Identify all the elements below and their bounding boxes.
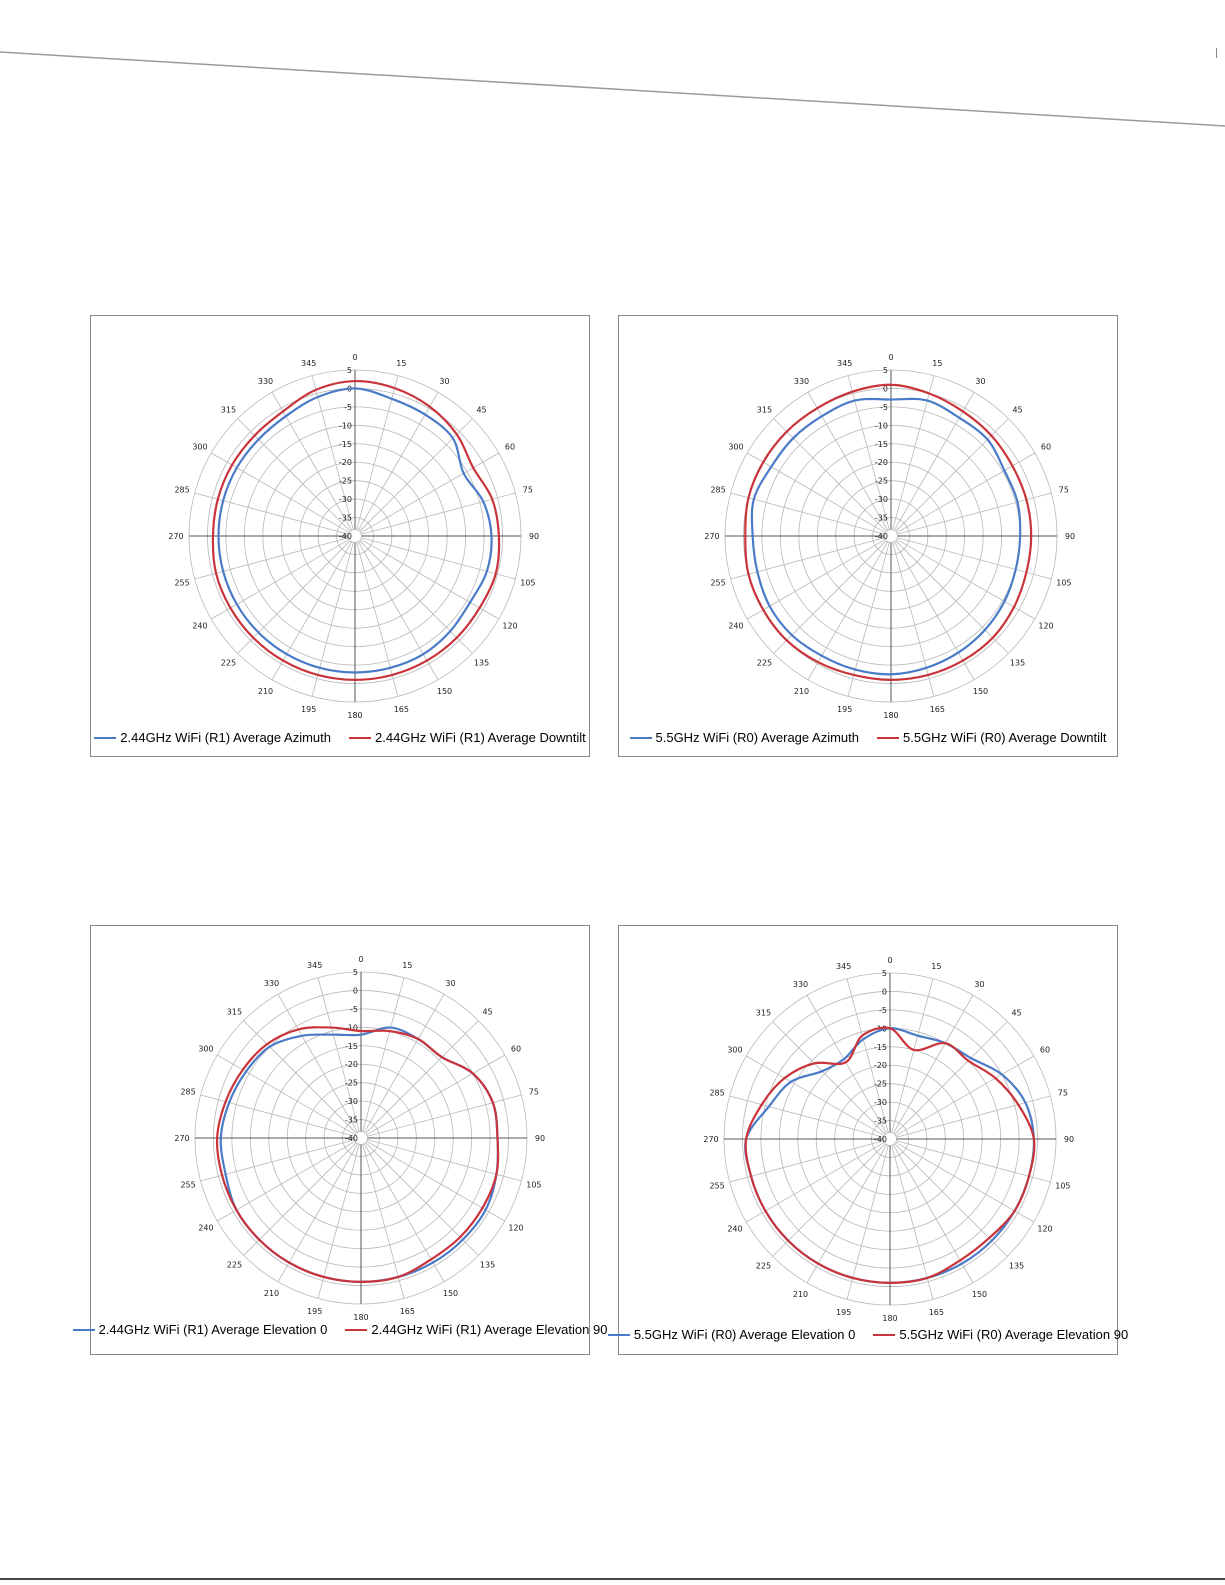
angle-tick-label: 165 — [929, 704, 945, 714]
angle-tick-label: 150 — [971, 1290, 988, 1300]
angle-tick-label: 75 — [522, 485, 533, 495]
angle-tick-label: 270 — [703, 1135, 719, 1144]
angle-tick-label: 225 — [220, 658, 237, 668]
angle-tick-label: 330 — [263, 978, 280, 988]
angle-tick-label: 210 — [257, 687, 274, 697]
grid-spoke — [217, 1055, 355, 1135]
grid-spoke — [272, 542, 352, 680]
angle-tick-label: 120 — [1038, 621, 1054, 631]
radial-tick-label: -5 — [350, 1004, 358, 1014]
angle-tick-label: 45 — [1011, 1008, 1022, 1018]
radial-tick-label: -10 — [338, 421, 352, 431]
legend-label: 2.44GHz WiFi (R1) Average Azimuth — [120, 730, 331, 745]
angle-tick-label: 180 — [353, 1313, 369, 1322]
legend-label: 5.5GHz WiFi (R0) Average Elevation 90 — [899, 1327, 1129, 1342]
legend-item-elevation-90 — [345, 1322, 607, 1337]
angle-tick-label: 180 — [882, 1314, 898, 1323]
angle-tick-label: 345 — [301, 359, 317, 369]
series-line-red — [745, 385, 1031, 680]
grid-spoke — [244, 1021, 357, 1134]
angle-tick-label: 135 — [479, 1260, 496, 1270]
angle-tick-label: 195 — [836, 1307, 852, 1317]
grid-spoke — [217, 1141, 355, 1221]
angle-tick-label: 300 — [198, 1044, 214, 1054]
angle-tick-label: 30 — [439, 376, 450, 386]
angle-tick-label: 60 — [1039, 1045, 1051, 1055]
angle-tick-label: 300 — [728, 442, 744, 452]
chart-legend — [619, 730, 1117, 745]
radial-tick-label: -40 — [874, 532, 888, 541]
grid-spoke — [366, 1143, 479, 1256]
angle-tick-label: 30 — [445, 978, 456, 988]
grid-spoke — [358, 392, 438, 530]
angle-tick-label: 210 — [793, 687, 810, 697]
angle-tick-label: 225 — [756, 658, 773, 668]
radial-tick-label: 5 — [881, 969, 887, 978]
angle-tick-label: 195 — [307, 1306, 323, 1316]
chart-legend — [91, 730, 589, 745]
radial-tick-label: -25 — [338, 476, 352, 486]
angle-tick-label: 300 — [192, 442, 208, 452]
radial-tick-label: -30 — [344, 1097, 358, 1107]
legend-item-azimuth — [94, 730, 331, 745]
legend-item-azimuth — [630, 730, 860, 745]
angle-tick-label: 15 — [396, 359, 407, 369]
legend-swatch-red — [873, 1334, 895, 1336]
legend-item-downtilt — [349, 730, 586, 745]
angle-tick-label: 165 — [928, 1307, 944, 1317]
grid-spoke — [211, 539, 349, 619]
polar-chart-2-44ghz-elevation — [91, 926, 591, 1356]
angle-tick-label: 180 — [347, 711, 363, 720]
angle-tick-label: 105 — [526, 1180, 542, 1190]
radial-tick-label: -25 — [344, 1078, 358, 1088]
radial-tick-label: -25 — [874, 476, 888, 486]
legend-label: 2.44GHz WiFi (R1) Average Downtilt — [375, 730, 586, 745]
angle-tick-label: 105 — [1055, 1181, 1071, 1191]
angle-tick-label: 30 — [975, 376, 986, 386]
legend-label: 5.5GHz WiFi (R0) Average Elevation 0 — [633, 1327, 856, 1342]
angle-tick-label: 255 — [710, 578, 726, 588]
radial-tick-label: -15 — [344, 1041, 358, 1051]
angle-tick-label: 90 — [534, 1134, 546, 1143]
radial-tick-label: -10 — [344, 1023, 358, 1033]
radial-tick-label: -5 — [344, 402, 352, 412]
angle-tick-label: 285 — [180, 1087, 196, 1097]
grid-spoke — [238, 541, 351, 654]
legend-label: 5.5GHz WiFi (R0) Average Azimuth — [655, 730, 859, 745]
grid-spoke — [773, 1144, 886, 1257]
legend-swatch-blue — [73, 1329, 95, 1331]
radial-tick-label: -5 — [880, 402, 888, 412]
legend-swatch-red — [349, 737, 371, 739]
chart-panel-5-5ghz-elevation — [618, 925, 1129, 1355]
angle-tick-label: 300 — [727, 1045, 743, 1055]
grid-spoke — [364, 1144, 444, 1282]
radial-tick-label: 0 — [881, 987, 887, 997]
angle-tick-label: 150 — [436, 687, 453, 697]
radial-tick-label: -20 — [338, 458, 352, 468]
radial-tick-label: -30 — [874, 495, 888, 505]
chart-legend — [619, 1327, 1129, 1342]
angle-tick-label: 120 — [502, 621, 518, 631]
legend-swatch-blue — [608, 1334, 630, 1336]
angle-tick-label: 240 — [198, 1223, 214, 1233]
grid-spoke — [746, 1142, 884, 1222]
angle-tick-label: 105 — [1056, 578, 1072, 588]
angle-tick-label: 345 — [307, 961, 323, 971]
angle-tick-label: 90 — [1064, 532, 1076, 541]
grid-spoke — [895, 1022, 1008, 1135]
angle-tick-label: 30 — [974, 979, 985, 989]
angle-tick-label: 0 — [887, 956, 893, 965]
legend-swatch-red — [345, 1329, 367, 1331]
angle-tick-label: 270 — [168, 532, 184, 541]
grid-spoke — [366, 1021, 479, 1134]
angle-tick-label: 315 — [220, 405, 237, 415]
angle-tick-label: 255 — [709, 1181, 725, 1191]
page-corner-mark — [1210, 48, 1217, 58]
angle-tick-label: 0 — [358, 955, 364, 964]
grid-spoke — [367, 1055, 505, 1135]
grid-spoke — [361, 539, 499, 619]
legend-swatch-red — [877, 737, 899, 739]
angle-tick-label: 60 — [504, 442, 516, 452]
grid-spoke — [896, 1142, 1034, 1222]
angle-tick-label: 75 — [528, 1087, 539, 1097]
radial-tick-label: -15 — [873, 1042, 887, 1052]
angle-tick-label: 90 — [1063, 1135, 1075, 1144]
radial-tick-label: -35 — [344, 1115, 358, 1125]
radial-tick-label: -25 — [873, 1079, 887, 1089]
angle-tick-label: 195 — [301, 704, 317, 714]
grid-spoke — [747, 453, 885, 533]
grid-spoke — [360, 541, 473, 654]
angle-tick-label: 105 — [520, 578, 536, 588]
polar-grid — [174, 955, 545, 1322]
grid-spoke — [360, 419, 473, 532]
radial-tick-label: 0 — [346, 384, 352, 394]
chart-panel-2-44ghz-azimuth-downtilt — [90, 315, 590, 757]
angle-tick-label: 240 — [727, 1224, 743, 1234]
radial-tick-label: -35 — [874, 513, 888, 523]
angle-tick-label: 135 — [1009, 658, 1026, 668]
angle-tick-label: 240 — [192, 621, 208, 631]
angle-tick-label: 165 — [393, 704, 409, 714]
radial-tick-label: 0 — [882, 384, 888, 394]
radial-tick-label: -5 — [879, 1005, 887, 1015]
grid-spoke — [773, 1022, 886, 1135]
angle-tick-label: 75 — [1057, 1088, 1068, 1098]
radial-tick-label: 0 — [352, 986, 358, 996]
legend-swatch-blue — [630, 737, 652, 739]
radial-tick-label: 5 — [882, 366, 888, 375]
angle-tick-label: 255 — [180, 1180, 196, 1190]
angle-tick-label: 240 — [728, 621, 744, 631]
angle-tick-label: 345 — [837, 359, 853, 369]
angle-tick-label: 285 — [174, 485, 190, 495]
angle-tick-label: 180 — [883, 711, 899, 720]
chart-legend — [91, 1322, 608, 1337]
radial-tick-label: -35 — [873, 1116, 887, 1126]
legend-item-elevation-0 — [73, 1322, 328, 1337]
grid-spoke — [807, 1145, 887, 1283]
angle-tick-label: 135 — [473, 658, 490, 668]
angle-tick-label: 195 — [837, 704, 853, 714]
radial-tick-label: -20 — [874, 458, 888, 468]
radial-tick-label: -30 — [873, 1098, 887, 1108]
grid-spoke — [278, 1144, 358, 1282]
chart-panel-2-44ghz-elevation — [90, 925, 608, 1355]
angle-tick-label: 150 — [442, 1289, 459, 1299]
angle-tick-label: 225 — [226, 1260, 243, 1270]
angle-tick-label: 330 — [793, 376, 810, 386]
angle-tick-label: 270 — [174, 1134, 190, 1143]
angle-tick-label: 60 — [1040, 442, 1052, 452]
angle-tick-label: 345 — [836, 962, 852, 972]
legend-label: 2.44GHz WiFi (R1) Average Elevation 90 — [371, 1322, 608, 1337]
angle-tick-label: 90 — [528, 532, 540, 541]
polar-chart-5-5ghz-azimuth-downtilt — [619, 316, 1119, 758]
grid-spoke — [895, 1144, 1008, 1257]
angle-tick-label: 255 — [174, 578, 190, 588]
grid-spoke — [894, 542, 974, 680]
header-divider-line — [0, 0, 1225, 140]
radial-tick-label: -15 — [338, 439, 352, 449]
grid-spoke — [894, 392, 974, 530]
angle-tick-label: 150 — [972, 687, 989, 697]
angle-tick-label: 330 — [792, 979, 809, 989]
radial-tick-label: -40 — [338, 532, 352, 541]
grid-spoke — [893, 995, 973, 1133]
angle-tick-label: 0 — [888, 353, 894, 362]
grid-spoke — [364, 994, 444, 1132]
radial-tick-label: -40 — [873, 1135, 887, 1144]
grid-spoke — [774, 541, 887, 654]
legend-label: 5.5GHz WiFi (R0) Average Downtilt — [903, 730, 1107, 745]
angle-tick-label: 210 — [792, 1290, 809, 1300]
radial-tick-label: -10 — [873, 1024, 887, 1034]
angle-tick-label: 45 — [1012, 405, 1023, 415]
grid-spoke — [747, 539, 885, 619]
angle-tick-label: 120 — [1037, 1224, 1053, 1234]
angle-tick-label: 75 — [1058, 485, 1069, 495]
radial-tick-label: 5 — [352, 968, 358, 977]
legend-swatch-blue — [94, 737, 116, 739]
radial-tick-label: -20 — [873, 1061, 887, 1071]
angle-tick-label: 330 — [257, 376, 274, 386]
polar-chart-2-44ghz-azimuth-downtilt — [91, 316, 591, 758]
grid-spoke — [774, 419, 887, 532]
angle-tick-label: 45 — [476, 405, 487, 415]
angle-tick-label: 225 — [755, 1261, 772, 1271]
chart-panel-5-5ghz-azimuth-downtilt — [618, 315, 1118, 757]
angle-tick-label: 285 — [709, 1088, 725, 1098]
legend-item-elevation-90 — [873, 1327, 1128, 1342]
polar-grid — [703, 956, 1074, 1323]
angle-tick-label: 135 — [1008, 1261, 1025, 1271]
polar-grid — [168, 353, 539, 720]
grid-spoke — [893, 1145, 973, 1283]
grid-spoke — [808, 542, 888, 680]
angle-tick-label: 270 — [704, 532, 720, 541]
footer-divider-line — [0, 1578, 1225, 1580]
angle-tick-label: 0 — [352, 353, 358, 362]
grid-spoke — [367, 1141, 505, 1221]
radial-tick-label: -15 — [874, 439, 888, 449]
grid-spoke — [358, 542, 438, 680]
legend-item-elevation-0 — [608, 1327, 856, 1342]
radial-tick-label: -40 — [344, 1134, 358, 1143]
angle-tick-label: 60 — [510, 1044, 522, 1054]
angle-tick-label: 315 — [756, 405, 773, 415]
angle-tick-label: 15 — [402, 961, 413, 971]
angle-tick-label: 210 — [263, 1289, 280, 1299]
angle-tick-label: 15 — [932, 359, 943, 369]
polar-chart-5-5ghz-elevation — [619, 926, 1119, 1356]
radial-tick-label: -35 — [338, 513, 352, 523]
radial-tick-label: -30 — [338, 495, 352, 505]
legend-item-downtilt — [877, 730, 1107, 745]
radial-tick-label: 5 — [346, 366, 352, 375]
angle-tick-label: 315 — [755, 1008, 772, 1018]
radial-tick-label: -10 — [874, 421, 888, 431]
legend-label: 2.44GHz WiFi (R1) Average Elevation 0 — [98, 1322, 328, 1337]
angle-tick-label: 165 — [399, 1306, 415, 1316]
angle-tick-label: 285 — [710, 485, 726, 495]
angle-tick-label: 45 — [482, 1007, 493, 1017]
grid-spoke — [896, 541, 1009, 654]
angle-tick-label: 315 — [226, 1007, 243, 1017]
angle-tick-label: 15 — [931, 962, 942, 972]
grid-spoke — [244, 1143, 357, 1256]
angle-tick-label: 120 — [508, 1223, 524, 1233]
radial-tick-label: -20 — [344, 1060, 358, 1070]
